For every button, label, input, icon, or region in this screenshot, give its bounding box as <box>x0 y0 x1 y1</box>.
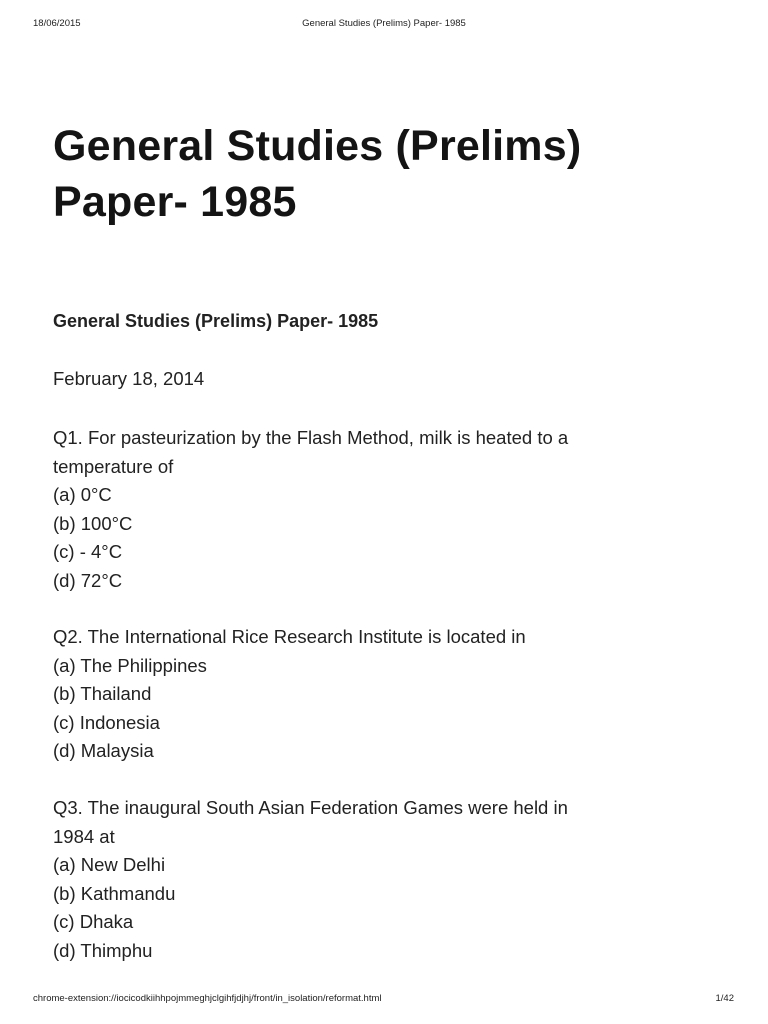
answer-option: (a) New Delhi <box>53 854 166 876</box>
answer-option: (c) - 4°C <box>53 541 123 563</box>
answer-option: (d) 72°C <box>53 569 123 591</box>
post-date: February 18, 2014 <box>53 368 205 389</box>
answer-option: (a) The Philippines <box>53 654 207 676</box>
question-text-line: Q3. The inaugural South Asian Federation Games were held in <box>53 797 568 818</box>
question-3 <box>53 794 653 966</box>
answer-option: (d) Malaysia <box>53 740 154 762</box>
print-url: chrome-extension://iocicodkiihhpojmmeghjclgihfjdjhj/front/in_isolation/reformat.html <box>33 993 382 1004</box>
article-header <box>53 118 653 230</box>
question-text-line: 1984 at <box>53 825 115 847</box>
answer-option: (c) Indonesia <box>53 711 160 733</box>
question-2 <box>53 623 653 766</box>
print-footer <box>0 993 768 1007</box>
answer-option: (a) 0°C <box>53 484 112 506</box>
answer-option: (b) Thailand <box>53 683 152 705</box>
question-1 <box>53 424 653 596</box>
answer-option: (b) 100°C <box>53 512 133 534</box>
page-number: 1/42 <box>715 993 734 1004</box>
page-title: General Studies (Prelims) Paper- 1985 <box>53 122 582 226</box>
print-header <box>0 18 768 32</box>
print-document-title: General Studies (Prelims) Paper- 1985 <box>302 18 466 29</box>
question-text-line: Q2. The International Rice Research Institute is located in <box>53 626 526 647</box>
question-text-line: Q1. For pasteurization by the Flash Method, milk is heated to a <box>53 427 569 448</box>
print-date: 18/06/2015 <box>33 18 81 29</box>
answer-option: (c) Dhaka <box>53 911 134 933</box>
post-title: General Studies (Prelims) Paper- 1985 <box>53 311 379 331</box>
answer-option: (d) Thimphu <box>53 939 153 961</box>
answer-option: (b) Kathmandu <box>53 882 176 904</box>
question-text-line: temperature of <box>53 455 174 477</box>
